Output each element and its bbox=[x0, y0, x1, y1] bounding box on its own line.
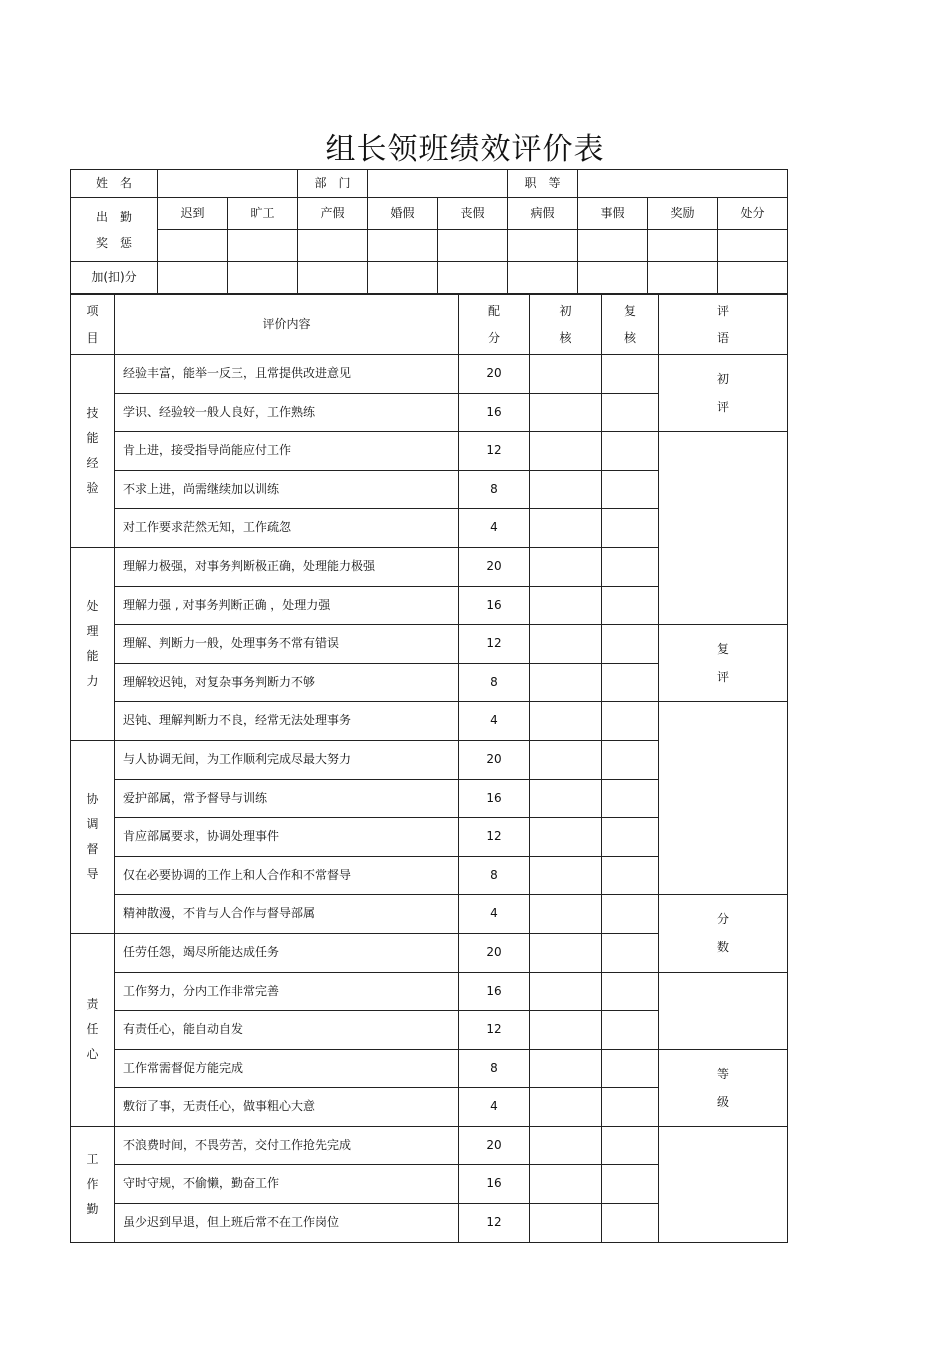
group-label-char: 经 bbox=[86, 455, 99, 470]
second-review-cell[interactable] bbox=[602, 1204, 659, 1243]
col-first-label-char: 核 bbox=[559, 330, 572, 345]
second-review-cell[interactable] bbox=[602, 779, 659, 818]
criterion-score: 16 bbox=[459, 779, 530, 818]
criterion-text: 理解力强 , 对事务判断正确 ，处理力强 bbox=[115, 586, 459, 625]
plus-minus-cell[interactable] bbox=[718, 262, 788, 294]
plus-minus-cell[interactable] bbox=[228, 262, 298, 294]
first-review-cell[interactable] bbox=[530, 625, 602, 664]
attendance-cell[interactable] bbox=[298, 230, 368, 262]
criterion-score: 12 bbox=[459, 818, 530, 857]
dept-label: 部 门 bbox=[298, 170, 368, 198]
col-reward: 奖励 bbox=[648, 198, 718, 230]
first-review-cell[interactable] bbox=[530, 509, 602, 548]
criterion-text: 肯上进，接受指导尚能应付工作 bbox=[115, 432, 459, 471]
criterion-score: 8 bbox=[459, 663, 530, 702]
criterion-score: 16 bbox=[459, 972, 530, 1011]
criterion-score: 16 bbox=[459, 586, 530, 625]
group-label-char: 作 bbox=[86, 1176, 99, 1191]
col-second-label bbox=[602, 298, 658, 352]
plus-minus-cell[interactable] bbox=[368, 262, 438, 294]
first-review-cell[interactable] bbox=[530, 1204, 602, 1243]
comment-second-box[interactable] bbox=[659, 702, 788, 895]
criterion-text: 不浪费时间，不畏劳苦，交付工作抢先完成 bbox=[115, 1126, 459, 1165]
col-item-label bbox=[71, 298, 114, 352]
second-review-cell[interactable] bbox=[602, 740, 659, 779]
criterion-score: 20 bbox=[459, 740, 530, 779]
second-review-cell[interactable] bbox=[602, 1049, 659, 1088]
col-item-header bbox=[71, 295, 115, 355]
criterion-text: 仅在必要协调的工作上和人合作和不常督导 bbox=[115, 856, 459, 895]
col-comment-header bbox=[659, 295, 788, 355]
comment-grade-label-char: 级 bbox=[716, 1094, 729, 1109]
criterion-text: 理解较迟钝，对复杂事务判断力不够 bbox=[115, 663, 459, 702]
first-review-cell[interactable] bbox=[530, 393, 602, 432]
criterion-text: 工作常需督促方能完成 bbox=[115, 1049, 459, 1088]
first-review-cell[interactable] bbox=[530, 972, 602, 1011]
col-first-header bbox=[530, 295, 602, 355]
first-review-cell[interactable] bbox=[530, 1165, 602, 1204]
criterion-text: 学识、经验较一般人良好，工作熟练 bbox=[115, 393, 459, 432]
col-penalty: 处分 bbox=[718, 198, 788, 230]
comment-grade bbox=[659, 1049, 788, 1126]
second-review-cell[interactable] bbox=[602, 1011, 659, 1050]
col-maternity: 产假 bbox=[298, 198, 368, 230]
criterion-text: 与人协调无间，为工作顺利完成尽最大努力 bbox=[115, 740, 459, 779]
group-label-2 bbox=[71, 740, 115, 933]
col-absent: 旷工 bbox=[228, 198, 298, 230]
criterion-text: 敷衍了事，无责任心，做事粗心大意 bbox=[115, 1088, 459, 1127]
col-marriage: 婚假 bbox=[368, 198, 438, 230]
second-review-cell[interactable] bbox=[602, 856, 659, 895]
group-label bbox=[71, 594, 114, 694]
plus-minus-cell[interactable] bbox=[298, 262, 368, 294]
second-review-cell[interactable] bbox=[602, 586, 659, 625]
comment-first-label-char: 评 bbox=[716, 400, 729, 415]
criterion-text: 经验丰富，能举一反三，且常提供改进意见 bbox=[115, 355, 459, 394]
group-label bbox=[71, 401, 114, 501]
comment-score-label bbox=[659, 905, 787, 961]
criterion-score: 20 bbox=[459, 1126, 530, 1165]
plus-minus-cell[interactable] bbox=[438, 262, 508, 294]
group-label-0 bbox=[71, 355, 115, 548]
criterion-score: 4 bbox=[459, 895, 530, 934]
col-second-label-char: 复 bbox=[623, 303, 636, 318]
criterion-text: 虽少迟到早退，但上班后常不在工作岗位 bbox=[115, 1204, 459, 1243]
criterion-score: 12 bbox=[459, 1011, 530, 1050]
criterion-text: 肯应部属要求，协调处理事件 bbox=[115, 818, 459, 857]
criterion-score: 12 bbox=[459, 1204, 530, 1243]
second-review-cell[interactable] bbox=[602, 972, 659, 1011]
criterion-score: 8 bbox=[459, 470, 530, 509]
group-label-char: 任 bbox=[86, 1022, 99, 1037]
criterion-text: 精神散漫，不肯与人合作与督导部属 bbox=[115, 895, 459, 934]
col-second-label-char: 核 bbox=[623, 330, 636, 345]
second-review-cell[interactable] bbox=[602, 470, 659, 509]
group-label-char: 导 bbox=[86, 866, 99, 881]
plus-minus-cell[interactable] bbox=[158, 262, 228, 294]
attendance-cell[interactable] bbox=[578, 230, 648, 262]
second-review-cell[interactable] bbox=[602, 933, 659, 972]
dept-field[interactable] bbox=[368, 170, 508, 198]
comment-score bbox=[659, 895, 788, 972]
col-comment-label bbox=[659, 298, 787, 352]
criterion-score: 12 bbox=[459, 432, 530, 471]
second-review-cell[interactable] bbox=[602, 818, 659, 857]
group-label-char: 能 bbox=[86, 648, 99, 663]
criterion-text: 守时守规，不偷懒，勤奋工作 bbox=[115, 1165, 459, 1204]
col-score-label-char: 配 bbox=[487, 303, 500, 318]
page-title: 组长领班绩效评价表 bbox=[325, 132, 605, 167]
eval-row bbox=[71, 432, 788, 471]
first-review-cell[interactable] bbox=[530, 702, 602, 741]
comment-second-label bbox=[659, 635, 787, 691]
group-label bbox=[71, 992, 114, 1067]
criterion-text: 有责任心，能自动自发 bbox=[115, 1011, 459, 1050]
first-review-cell[interactable] bbox=[530, 663, 602, 702]
comment-first-label-char: 初 bbox=[716, 372, 729, 387]
attendance-cell[interactable] bbox=[718, 230, 788, 262]
criterion-score: 4 bbox=[459, 702, 530, 741]
col-score-label bbox=[459, 298, 529, 352]
group-label bbox=[71, 1147, 114, 1222]
col-funeral: 丧假 bbox=[438, 198, 508, 230]
plus-minus-cell[interactable] bbox=[578, 262, 648, 294]
attendance-cell[interactable] bbox=[158, 230, 228, 262]
first-review-cell[interactable] bbox=[530, 933, 602, 972]
rank-field[interactable] bbox=[578, 170, 788, 198]
attendance-cell[interactable] bbox=[368, 230, 438, 262]
comment-first-box[interactable] bbox=[659, 432, 788, 625]
comment-grade-label-char: 等 bbox=[716, 1066, 729, 1081]
second-review-cell[interactable] bbox=[602, 625, 659, 664]
group-label-char: 心 bbox=[86, 1047, 99, 1062]
attendance-cell[interactable] bbox=[438, 230, 508, 262]
criterion-score: 20 bbox=[459, 355, 530, 394]
criterion-score: 16 bbox=[459, 1165, 530, 1204]
attendance-cell[interactable] bbox=[648, 230, 718, 262]
group-label-char: 力 bbox=[86, 673, 99, 688]
first-review-cell[interactable] bbox=[530, 1088, 602, 1127]
first-review-cell[interactable] bbox=[530, 432, 602, 471]
criterion-score: 12 bbox=[459, 625, 530, 664]
group-label-4 bbox=[71, 1126, 115, 1242]
second-review-cell[interactable] bbox=[602, 895, 659, 934]
first-review-cell[interactable] bbox=[530, 586, 602, 625]
eval-row bbox=[71, 355, 788, 394]
second-review-cell[interactable] bbox=[602, 1088, 659, 1127]
comment-score-box[interactable] bbox=[659, 972, 788, 1049]
name-label: 姓 名 bbox=[71, 170, 158, 198]
col-item-label-char: 项 bbox=[86, 303, 99, 318]
comment-second bbox=[659, 625, 788, 702]
group-label-char: 勤 bbox=[86, 1201, 99, 1216]
evaluation-table bbox=[70, 294, 788, 1243]
name-field[interactable] bbox=[158, 170, 298, 198]
comment-second-label-char: 复 bbox=[716, 642, 729, 657]
eval-row bbox=[71, 1049, 788, 1088]
criterion-text: 理解力极强，对事务判断极正确，处理能力极强 bbox=[115, 547, 459, 586]
second-review-cell[interactable] bbox=[602, 702, 659, 741]
comment-grade-box[interactable] bbox=[659, 1126, 788, 1242]
group-label-char: 验 bbox=[86, 480, 99, 495]
second-review-cell[interactable] bbox=[602, 509, 659, 548]
comment-score-label-char: 分 bbox=[716, 912, 729, 927]
criterion-text: 任劳任怨，竭尽所能达成任务 bbox=[115, 933, 459, 972]
first-review-cell[interactable] bbox=[530, 355, 602, 394]
second-review-cell[interactable] bbox=[602, 355, 659, 394]
criterion-score: 4 bbox=[459, 509, 530, 548]
plus-minus-cell[interactable] bbox=[648, 262, 718, 294]
first-review-cell[interactable] bbox=[530, 470, 602, 509]
col-score-label-char: 分 bbox=[487, 330, 500, 345]
comment-first-label bbox=[659, 365, 787, 421]
first-review-cell[interactable] bbox=[530, 1011, 602, 1050]
comment-grade-label bbox=[659, 1060, 787, 1116]
second-review-cell[interactable] bbox=[602, 547, 659, 586]
second-review-cell[interactable] bbox=[602, 1126, 659, 1165]
col-second-header bbox=[602, 295, 659, 355]
criterion-score: 20 bbox=[459, 933, 530, 972]
col-content-header: 评价内容 bbox=[115, 295, 459, 355]
eval-row bbox=[71, 1126, 788, 1165]
group-label-char: 协 bbox=[86, 791, 99, 806]
group-label-1 bbox=[71, 547, 115, 740]
group-label-char: 能 bbox=[86, 430, 99, 445]
criterion-text: 迟钝、理解判断力不良，经常无法处理事务 bbox=[115, 702, 459, 741]
first-review-cell[interactable] bbox=[530, 1049, 602, 1088]
col-late: 迟到 bbox=[158, 198, 228, 230]
criterion-score: 20 bbox=[459, 547, 530, 586]
attendance-label-line1: 出 勤 bbox=[95, 209, 132, 224]
first-review-cell[interactable] bbox=[530, 547, 602, 586]
group-label-char: 督 bbox=[86, 841, 99, 856]
attendance-cell[interactable] bbox=[228, 230, 298, 262]
eval-row bbox=[71, 972, 788, 1011]
criterion-text: 工作努力，分内工作非常完善 bbox=[115, 972, 459, 1011]
criterion-text: 对工作要求茫然无知，工作疏忽 bbox=[115, 509, 459, 548]
group-label-char: 理 bbox=[86, 623, 99, 638]
group-label bbox=[71, 787, 114, 887]
eval-row bbox=[71, 702, 788, 741]
group-label-char: 责 bbox=[86, 997, 99, 1012]
col-comment-label-char: 评 bbox=[716, 303, 729, 318]
plus-minus-cell[interactable] bbox=[508, 262, 578, 294]
plus-minus-label: 加(扣)分 bbox=[71, 262, 158, 294]
comment-score-label-char: 数 bbox=[716, 940, 729, 955]
criterion-score: 16 bbox=[459, 393, 530, 432]
second-review-cell[interactable] bbox=[602, 1165, 659, 1204]
first-review-cell[interactable] bbox=[530, 818, 602, 857]
header-table bbox=[70, 169, 788, 294]
rank-label: 职 等 bbox=[508, 170, 578, 198]
col-comment-label-char: 语 bbox=[716, 330, 729, 345]
criterion-score: 8 bbox=[459, 1049, 530, 1088]
col-item-label-char: 目 bbox=[86, 330, 99, 345]
col-personal: 事假 bbox=[578, 198, 648, 230]
col-score-header bbox=[459, 295, 530, 355]
group-label-char: 处 bbox=[86, 598, 99, 613]
attendance-label-line2: 奖 惩 bbox=[95, 235, 132, 250]
col-first-label-char: 初 bbox=[559, 303, 572, 318]
first-review-cell[interactable] bbox=[530, 895, 602, 934]
first-review-cell[interactable] bbox=[530, 856, 602, 895]
attendance-cell[interactable] bbox=[508, 230, 578, 262]
criterion-text: 理解、判断力一般，处理事务不常有错误 bbox=[115, 625, 459, 664]
criterion-text: 不求上进，尚需继续加以训练 bbox=[115, 470, 459, 509]
first-review-cell[interactable] bbox=[530, 779, 602, 818]
second-review-cell[interactable] bbox=[602, 393, 659, 432]
eval-row bbox=[71, 625, 788, 664]
comment-second-label-char: 评 bbox=[716, 670, 729, 685]
second-review-cell[interactable] bbox=[602, 663, 659, 702]
comment-first bbox=[659, 355, 788, 432]
criterion-score: 8 bbox=[459, 856, 530, 895]
criterion-score: 4 bbox=[459, 1088, 530, 1127]
first-review-cell[interactable] bbox=[530, 740, 602, 779]
eval-row bbox=[71, 895, 788, 934]
attendance-label bbox=[71, 198, 158, 262]
first-review-cell[interactable] bbox=[530, 1126, 602, 1165]
group-label-char: 调 bbox=[86, 816, 99, 831]
group-label-char: 工 bbox=[86, 1151, 99, 1166]
group-label-3 bbox=[71, 933, 115, 1126]
criterion-text: 爱护部属，常予督导与训练 bbox=[115, 779, 459, 818]
col-first-label bbox=[530, 298, 601, 352]
group-label-char: 技 bbox=[86, 405, 99, 420]
col-sick: 病假 bbox=[508, 198, 578, 230]
second-review-cell[interactable] bbox=[602, 432, 659, 471]
